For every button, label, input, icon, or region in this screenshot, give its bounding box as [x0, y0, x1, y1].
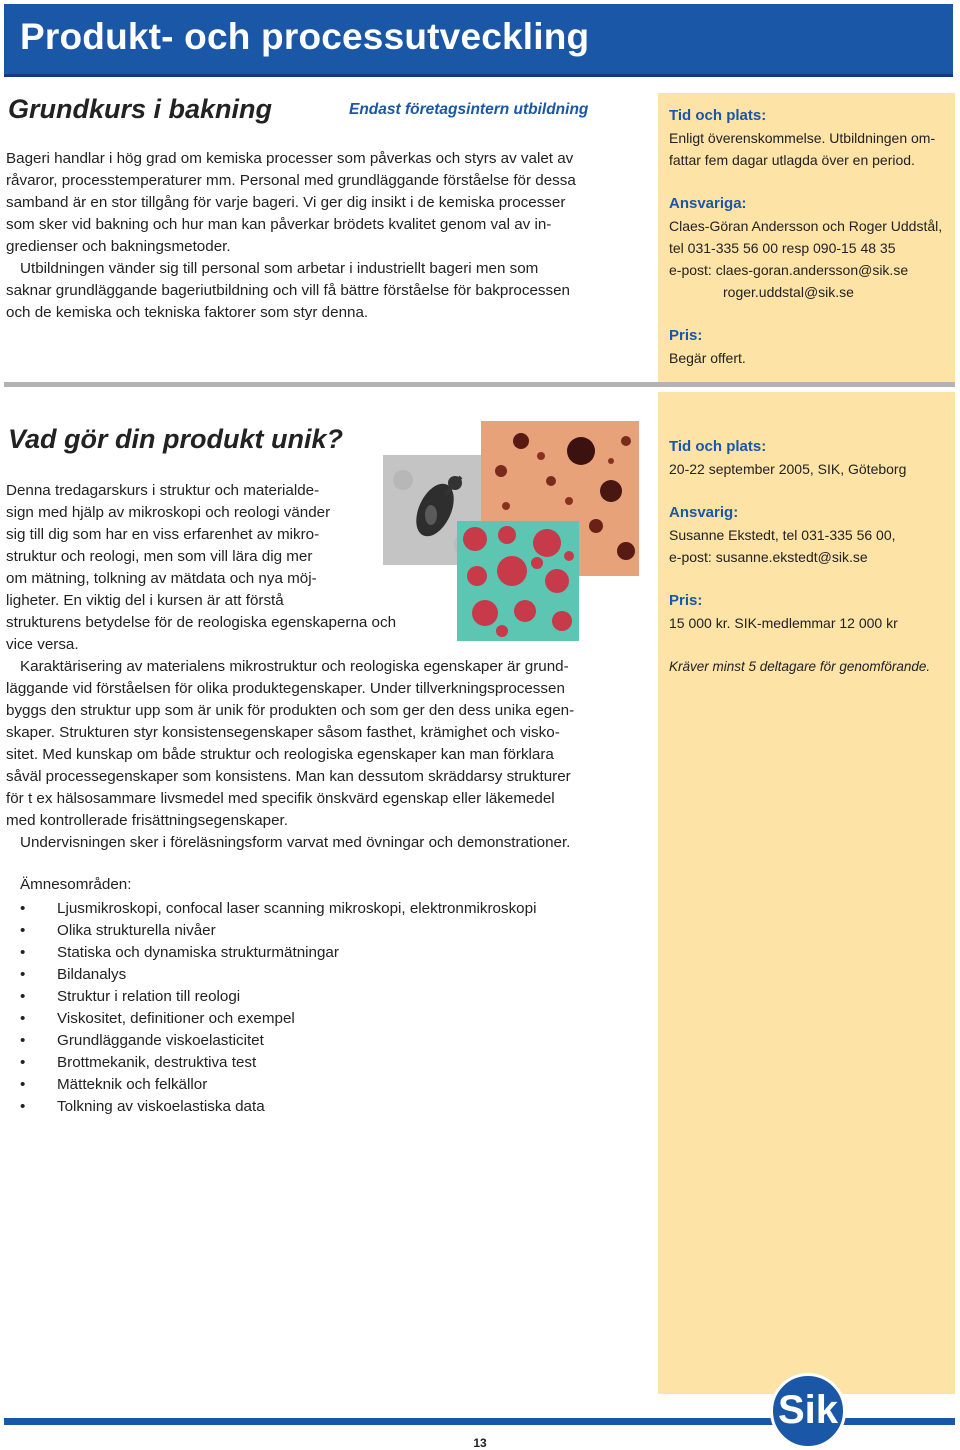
- price-label: Pris:: [669, 592, 703, 609]
- price-label: Pris:: [669, 327, 703, 344]
- text-line: ligheter. En viktig del i kursen är att förstå: [6, 592, 284, 609]
- text-line: byggs den struktur upp som är unik för produkten och som ger den dess unika egen-: [6, 702, 575, 719]
- text-line: Denna tredagarskurs i struktur och materialde-: [6, 482, 320, 499]
- text-line: gredienser och bakningsmetoder.: [6, 238, 231, 255]
- time-label: Tid och plats:: [669, 438, 767, 455]
- list-item: • Grundläggande viskoelasticitet: [20, 1030, 536, 1052]
- list-item: • Viskositet, definitioner och exempel: [20, 1008, 536, 1030]
- text-line: med kontrollerade frisättningsegenskaper.: [6, 812, 288, 829]
- text-line: och de kemiska och tekniska faktorer som styr denna.: [6, 304, 369, 321]
- participants-note: Kräver minst 5 deltagare för genomförande.: [669, 659, 931, 674]
- text-line: sign med hjälp av mikroskopi och reologi vänder: [6, 504, 331, 521]
- text-line: för t ex hälsosammare livsmedel med specifik önskvärd egenskap eller läkemedel: [6, 790, 555, 807]
- course2-title: Vad gör din produkt unik?: [8, 424, 343, 454]
- text-line: som sker vid bakning och hur man kan påverkar brödets kvalitet genom val av in-: [6, 216, 552, 233]
- text-line: sig till dig som har en viss erfarenhet av mikro-: [6, 526, 320, 543]
- text-line: struktur och reologi, men som vill lära dig mer: [6, 548, 313, 565]
- text-line: skaper. Strukturen styr konsistensegenskaper såsom fasthet, krämighet och visko-: [6, 724, 560, 741]
- course1-info: [669, 105, 949, 369]
- list-item: • Ljusmikroskopi, confocal laser scanning mikroskopi, elektronmikroskopi: [20, 898, 536, 920]
- course1-tag: Endast företagsintern utbildning: [349, 101, 589, 118]
- text-line: Bageri handlar i hög grad om kemiska processer som påverkas och styrs av valet av: [6, 150, 574, 167]
- text-line: samband är en stor tillgång för varje bageri. Vi ger dig insikt i de kemiska processer: [6, 194, 566, 211]
- responsible-label: Ansvariga:: [669, 195, 747, 212]
- text-line: läggande vid förståelsen för olika produktegenskaper. Under tillverkningsprocessen: [6, 680, 565, 697]
- topics-list: [20, 898, 536, 1118]
- text-line: strukturens betydelse för de reologiska egenskaperna och: [6, 614, 397, 631]
- time-label: Tid och plats:: [669, 107, 767, 124]
- text-line: Undervisningen sker i föreläsningsform varvat med övningar och demonstrationer.: [20, 834, 571, 851]
- text-line: Utbildningen vänder sig till personal som arbetar i industriellt bageri men som: [20, 260, 539, 277]
- list-item: • Tolkning av viskoelastiska data: [20, 1096, 536, 1118]
- responsible-phone: tel 031-335 56 00 resp 090-15 48 35: [669, 240, 896, 256]
- price-value: Begär offert.: [669, 350, 746, 366]
- course1-description: [6, 148, 646, 324]
- text-line: saknar grundläggande bageriutbildning och vill få bättre förståelse för bakprocessen: [6, 282, 570, 299]
- text-line: såväl processegenskaper som konsistens. Man kan dessutom skräddarsy strukturer: [6, 768, 571, 785]
- header-banner: [4, 4, 953, 77]
- text-line: råvaror, processtemperaturer mm. Personal med grundläggande förståelse för dessa: [6, 172, 576, 189]
- page-title: Produkt- och processutveckling: [20, 16, 590, 57]
- time-value: Enligt överenskommelse. Utbildningen om-: [669, 130, 936, 146]
- text-line: om mätning, tolkning av mätdata och nya möj-: [6, 570, 317, 587]
- time-value: fattar fem dagar utlagda över en period.: [669, 152, 915, 168]
- list-item: • Brottmekanik, destruktiva test: [20, 1052, 536, 1074]
- price-value: 15 000 kr. SIK-medlemmar 12 000 kr: [669, 615, 898, 631]
- responsible-email-2[interactable]: roger.uddstal@sik.se: [723, 284, 854, 300]
- text-line: sitet. Med kunskap om både struktur och reologiska egenskaper kan man förklara: [6, 746, 554, 763]
- text-line: Karaktärisering av materialens mikrostruktur och reologiska egenskaper är grund-: [20, 658, 569, 675]
- list-item: • Struktur i relation till reologi: [20, 986, 536, 1008]
- time-value: 20-22 september 2005, SIK, Göteborg: [669, 461, 907, 477]
- responsible-email[interactable]: e-post: susanne.ekstedt@sik.se: [669, 549, 868, 565]
- page-number: 13: [473, 1436, 487, 1450]
- responsible-value: Claes-Göran Andersson och Roger Uddstål,: [669, 218, 943, 234]
- responsible-label: Ansvarig:: [669, 504, 739, 521]
- responsible-value: Susanne Ekstedt, tel 031-335 56 00,: [669, 527, 896, 543]
- logo-text: Sik: [777, 1388, 839, 1432]
- responsible-email[interactable]: e-post: claes-goran.andersson@sik.se: [669, 262, 909, 278]
- section-divider: [4, 382, 955, 387]
- topics-heading: Ämnesområden:: [20, 876, 132, 893]
- course2-info: [669, 436, 949, 678]
- list-item: • Bildanalys: [20, 964, 536, 986]
- course2-description: [6, 480, 651, 854]
- list-item: • Olika strukturella nivåer: [20, 920, 536, 942]
- list-item: • Mätteknik och felkällor: [20, 1074, 536, 1096]
- text-line: vice versa.: [6, 636, 79, 653]
- list-item: • Statiska och dynamiska strukturmätningar: [20, 942, 536, 964]
- course1-title: Grundkurs i bakning: [8, 94, 273, 124]
